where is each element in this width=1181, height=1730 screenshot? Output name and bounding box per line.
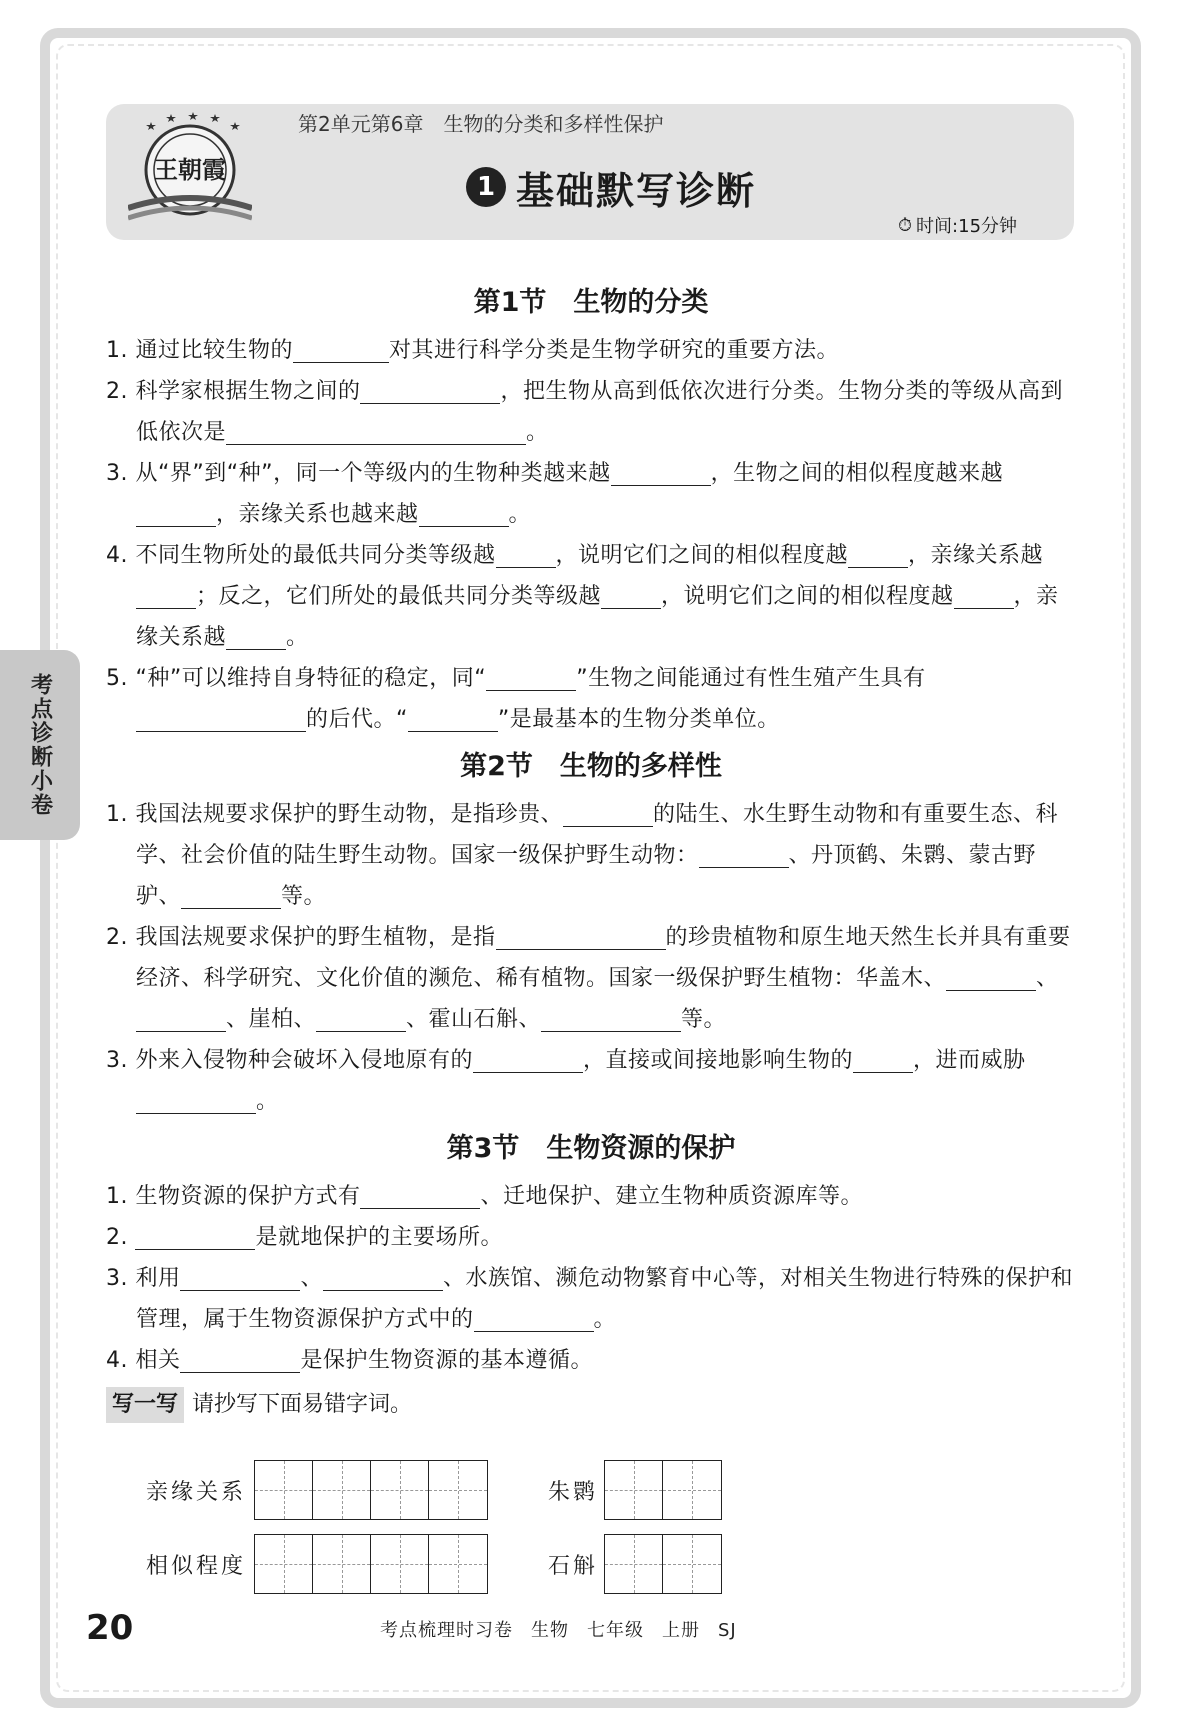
answer-blank[interactable] [180,1264,300,1291]
clock-icon: ⏱ [898,214,913,236]
chapter-info [298,108,663,137]
footer-subject: 生物 [531,1620,569,1641]
answer-blank[interactable] [474,1305,594,1332]
title-text: 基础默写诊断 [516,168,757,213]
grid-row [146,1534,488,1594]
answer-blank[interactable] [496,923,666,950]
footer-grade: 七年级 [587,1620,644,1641]
time-label: 时间:15分钟 [916,216,1018,237]
answer-blank[interactable] [323,1264,443,1291]
write-tag: 写一写 [106,1387,184,1423]
answer-blank[interactable] [563,800,653,827]
answer-blank[interactable] [601,582,661,609]
answer-blank[interactable] [853,1046,913,1073]
grid-row [146,1460,488,1520]
answer-blank[interactable] [541,1005,681,1032]
word-label: 亲缘关系 [146,1479,247,1505]
answer-blank[interactable] [135,1223,255,1250]
word-label: 石斛 [548,1553,599,1579]
answer-blank[interactable] [408,705,498,732]
chapter-topic: 生物的分类和多样性保护 [443,112,664,136]
logo-text: 王朝霞 [154,155,226,184]
question: 3. 外来入侵物种会破坏入侵地原有的 ，直接或间接地影响生物的 ，进而威胁。 [106,1048,1026,1114]
word-label: 朱鹮 [548,1479,599,1505]
answer-blank[interactable] [486,664,576,691]
section-title: 第2节 生物的多样性 [460,751,722,782]
answer-blank[interactable] [136,1087,256,1114]
footer-edition: SJ [718,1620,737,1641]
footer [380,1616,737,1642]
answer-blank[interactable] [360,377,500,404]
question: 5. “种”可以维持自身特征的稳定，同“ ”生物之间能通过有性生殖产生具有的后代。“ ”是最基本的生物分类单位。 [106,666,926,732]
answer-blank[interactable] [136,500,216,527]
writing-boxes[interactable] [604,1460,722,1520]
answer-blank[interactable] [473,1046,583,1073]
question: 1. 通过比较生物的 对其进行科学分类是生物学研究的重要方法。 [106,338,839,363]
question: 3. 从“界”到“种”，同一个等级内的生物种类越来越 ，生物之间的相似程度越来越，亲缘关系也越来越 。 [106,461,1004,527]
answer-blank[interactable] [293,336,389,363]
answer-blank[interactable] [181,882,281,909]
answer-blank[interactable] [226,418,526,445]
answer-blank[interactable] [954,582,1014,609]
answer-blank[interactable] [316,1005,406,1032]
page-number: 20 [86,1608,134,1648]
answer-blank[interactable] [419,500,509,527]
question: 1. 生物资源的保护方式有 、迁地保护、建立生物种质资源库等。 [106,1184,863,1209]
question: 4. 相关 是保护生物资源的基本遵循。 [106,1348,593,1373]
answer-blank[interactable] [136,582,196,609]
question: 2. 是就地保护的主要场所。 [106,1225,503,1250]
grid-row [548,1534,722,1594]
write-exercise [106,1387,1076,1423]
answer-blank[interactable] [946,964,1036,991]
answer-blank[interactable] [848,541,908,568]
question: 3. 利用 、 、水族馆、濒危动物繁育中心等，对相关生物进行特殊的保护和管理，属于生物资源保护方式中的 。 [106,1266,1074,1332]
side-tab-label: 考点诊断小卷 [27,673,53,817]
answer-blank[interactable] [699,841,789,868]
question: 4. 不同生物所处的最低共同分类等级越 ，说明它们之间的相似程度越 ，亲缘关系越；反之，它们所处的最低共同分类等级越 ，说明它们之间的相似程度越 ，亲缘关系越 。 [106,543,1059,650]
answer-blank[interactable] [136,1005,226,1032]
title-number-badge: 1 [466,167,506,207]
chapter-label: 第2单元第6章 [298,112,424,136]
answer-blank[interactable] [611,459,711,486]
side-tab [0,650,80,840]
answer-blank[interactable] [226,623,286,650]
page-title [466,160,756,214]
answer-blank[interactable] [136,705,306,732]
section-title: 第1节 生物的分类 [473,287,709,318]
section-title: 第3节 生物资源的保护 [446,1133,736,1164]
writing-grid [146,1460,1046,1600]
write-instruction: 请抄写下面易错字词。 [192,1392,413,1417]
grid-row [548,1460,722,1520]
answer-blank[interactable] [496,541,556,568]
answer-blank[interactable] [180,1346,300,1373]
footer-book: 考点梳理时习卷 [380,1620,513,1641]
answer-blank[interactable] [360,1182,480,1209]
question: 2. 科学家根据生物之间的 ，把生物从高到低依次进行分类。生物分类的等级从高到低依次是 。 [106,379,1063,445]
writing-boxes[interactable] [254,1534,488,1594]
time-limit [898,212,1017,238]
publisher-logo-icon [128,112,252,224]
writing-boxes[interactable] [604,1534,722,1594]
question: 1. 我国法规要求保护的野生动物，是指珍贵、 的陆生、水生野生动物和有重要生态、科学、社会价值的陆生野生动物。国家一级保护野生动物： 、丹顶鹤、朱鹮、蒙古野驴、 等。 [106,802,1059,909]
footer-volume: 上册 [662,1620,700,1641]
worksheet-content [106,276,1076,1423]
word-label: 相似程度 [146,1553,247,1579]
writing-boxes[interactable] [254,1460,488,1520]
question: 2. 我国法规要求保护的野生植物，是指 的珍贵植物和原生地天然生长并具有重要经济、科学研究、文化价值的濒危、稀有植物。国家一级保护野生植物：华盖木、 、、崖柏、 、霍山石斛、 等。 [106,925,1071,1032]
